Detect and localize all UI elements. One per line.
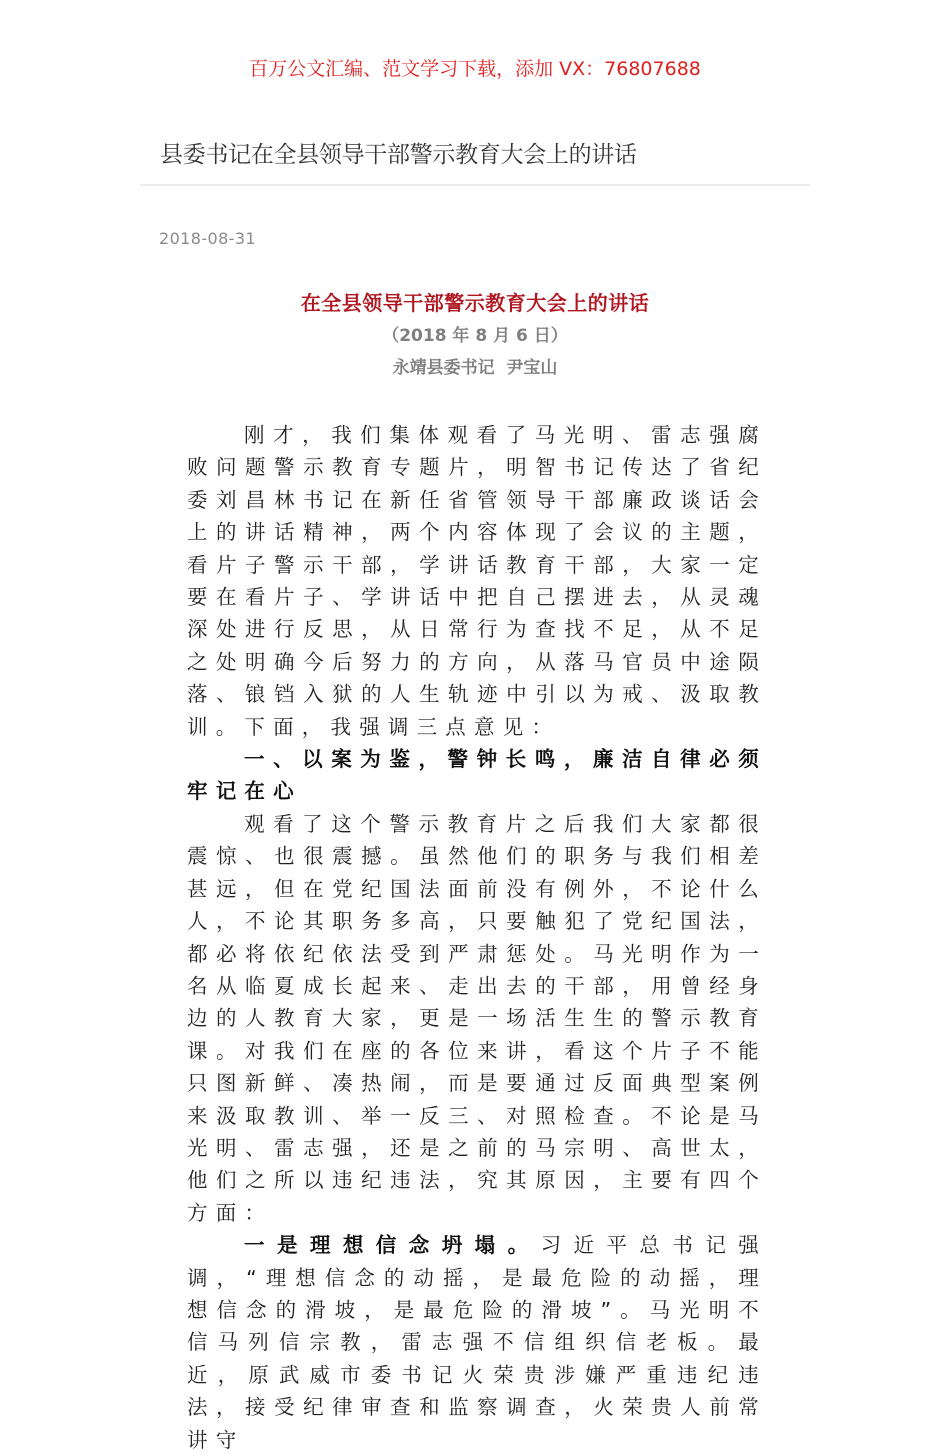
paragraph-text: 习近平总书记强调，“理想信念的动摇，是最危险的动摇，理想信念的滑坡，是最危险的滑坡”。马光明不信马列信宗教，雷志强不信组织信老板。最近，原武威市委书记火荣贵涉嫌严重违纪违法，接受纪律审查和监察调查，火荣贵人前常讲守 xyxy=(187,1233,767,1452)
title-divider xyxy=(140,184,810,186)
promo-banner: 百万公文汇编、范文学习下载，添加 VX：76807688 xyxy=(249,58,701,80)
body-paragraph: 刚才，我们集体观看了马光明、雷志强腐败问题警示教育专题片，明智书记传达了省纪委刘昌林书记在新任省管领导干部廉政谈话会上的讲话精神，两个内容体现了会议的主题，看片子警示干部，学讲话教育干部，大家一定要在看片子、学讲话中把自己摆进去，从灵魂深处进行反思，从日常行为查找不足，从不足之处明确今后努力的方向，从落马官员中途陨落、锒铛入狱的人生轨迹中引以为戒、汲取教训。下面，我强调三点意见： xyxy=(187,423,767,739)
article-date-line: （2018 年 8 月 6 日） xyxy=(382,326,568,346)
article-title: 在全县领导干部警示教育大会上的讲话 xyxy=(300,291,650,315)
page-title: 县委书记在全县领导干部警示教育大会上的讲话 xyxy=(160,142,637,168)
section-heading: 一、以案为鉴，警钟长鸣，廉洁自律必须牢记在心 xyxy=(187,747,767,804)
publish-date: 2018-08-31 xyxy=(159,229,256,248)
paragraph-lead: 一是理想信念坍塌。 xyxy=(244,1233,541,1258)
body-paragraph xyxy=(187,1229,767,1456)
article-body xyxy=(187,419,767,1456)
article-header xyxy=(0,288,950,383)
article-author-line: 永靖县委书记 尹宝山 xyxy=(392,358,558,378)
body-paragraph: 观看了这个警示教育片之后我们大家都很震惊、也很震撼。虽然他们的职务与我们相差甚远，但在党纪国法面前没有例外，不论什么人，不论其职务多高，只要触犯了党纪国法，都必将依纪依法受到严肃惩处。马光明作为一名从临夏成长起来、走出去的干部，用曾经身边的人教育大家，更是一场活生生的警示教育课。对我们在座的各位来讲，看这个片子不能只图新鲜、凑热闹，而是要通过反面典型案例来汲取教训、举一反三、对照检查。不论是马光明、雷志强，还是之前的马宗明、高世太，他们之所以违纪违法，究其原因，主要有四个方面： xyxy=(187,811,767,1225)
